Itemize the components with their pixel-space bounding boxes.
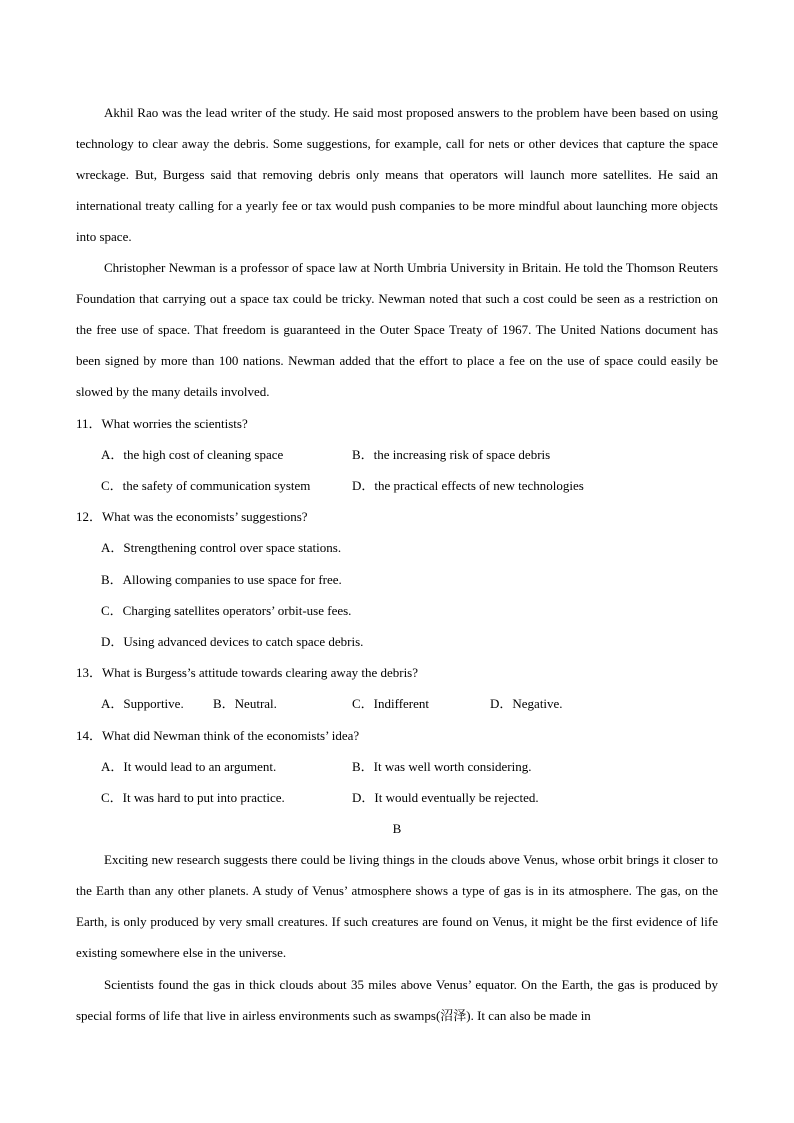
passage-paragraph: Scientists found the gas in thick clouds about 35 miles above Venus’ equator. On the Earth, the gas is produced by special forms of life that live in airless environments such as swamps(沼泽). It can also be made in	[76, 977, 718, 1023]
answer-option: C．Charging satellites operators’ orbit-use fees.	[101, 603, 352, 618]
question-stem: 13．What is Burgess’s attitude towards clearing away the debris?	[76, 665, 419, 680]
section-heading: B	[392, 821, 402, 836]
answer-option: D．Negative.	[490, 696, 563, 711]
answer-option: B．Allowing companies to use space for free.	[101, 572, 342, 587]
passage-paragraph: Exciting new research suggests there could be living things in the clouds above Venus, whose orbit brings it closer to the Earth than any other planets. A study of Venus’ atmosphere shows a type of gas is in its atmosphere. The gas, on the Earth, is only produced by very small creatures. If such creatures are found on Venus, it might be the first evidence of life existing somewhere else in the universe.	[76, 852, 718, 960]
question-stem: 12．What was the economists’ suggestions?	[76, 509, 308, 524]
answer-option: C．the safety of communication system	[101, 478, 311, 493]
answer-option: B．Neutral.	[213, 696, 277, 711]
answer-option: C．It was hard to put into practice.	[101, 790, 285, 805]
answer-option: D．It would eventually be rejected.	[352, 790, 539, 805]
answer-option: D．Using advanced devices to catch space debris.	[101, 634, 364, 649]
answer-option: A．Strengthening control over space stations.	[101, 540, 342, 555]
answer-option: A．Supportive.	[101, 696, 184, 711]
answer-option: B．It was well worth considering.	[352, 759, 532, 774]
answer-option: B．the increasing risk of space debris	[352, 447, 551, 462]
passage-paragraph: Akhil Rao was the lead writer of the study. He said most proposed answers to the problem have been based on using technology to clear away the debris. Some suggestions, for example, call for nets or other devices that capture the space wreckage. But, Burgess said that removing debris only means that operators will launch more satellites. He said an international treaty calling for a yearly fee or tax would push companies to be more mindful about launching more objects into space.	[76, 105, 718, 244]
passage-paragraph: Christopher Newman is a professor of space law at North Umbria University in Britain. He told the Thomson Reuters Foundation that carrying out a space tax could be tricky. Newman noted that such a cost could be seen as a restriction on the free use of space. That freedom is guaranteed in the Outer Space Treaty of 1967. The United Nations document has been signed by more than 100 nations. Newman added that the effort to place a fee on the use of space could easily be slowed by the many details involved.	[76, 260, 718, 399]
answer-option: D．the practical effects of new technologies	[352, 478, 584, 493]
question-stem: 14．What did Newman think of the economists’ idea?	[76, 728, 360, 743]
question-stem: 11．What worries the scientists?	[76, 416, 248, 431]
answer-option: A．the high cost of cleaning space	[101, 447, 284, 462]
answer-option: C．Indifferent	[352, 696, 430, 711]
answer-option: A．It would lead to an argument.	[101, 759, 277, 774]
